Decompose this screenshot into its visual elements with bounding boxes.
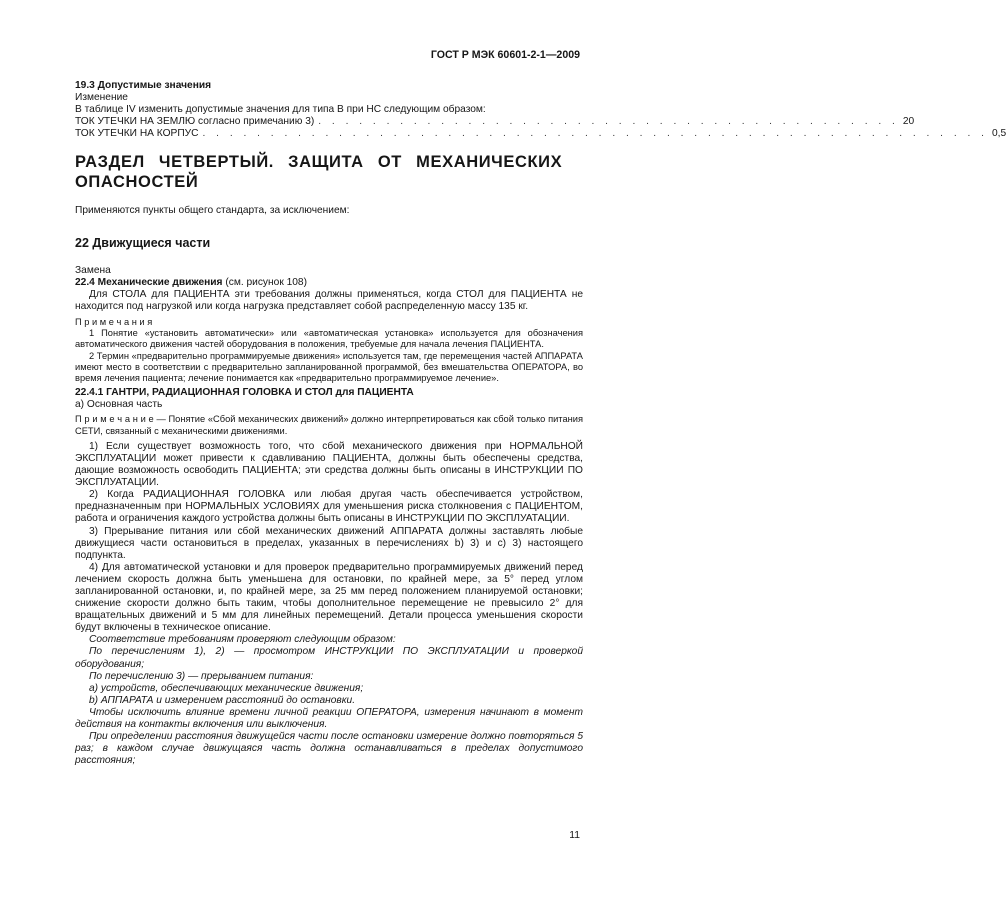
- clause-22-4-heading: [75, 277, 583, 289]
- check-4: При определении расстояния движущейся части после остановки измерение должно повторяться 5 раз; в каждом случае движущаяся часть должна останавливаться в пределах допустимого расстояния;: [75, 731, 583, 767]
- clause-19-3-change: Изменение: [75, 92, 128, 104]
- leakage-earth-value: 20: [902, 116, 915, 128]
- clause-22-4-paragraph: Для СТОЛА для ПАЦИЕНТА эти требования должны применяться, когда СТОЛ для ПАЦИЕНТА не находится под нагрузкой или когда нагрузка представляет собой распределенную массу 135 кг.: [75, 288, 583, 312]
- clause-22-title: 22 Движущиеся части: [75, 235, 211, 250]
- section-four-heading-line1: РАЗДЕЛ ЧЕТВЕРТЫЙ. ЗАЩИТА ОТ МЕХАНИЧЕСКИХ: [75, 153, 563, 172]
- item-3: 3) Прерывание питания или сбой механических движений АППАРАТА должны заставлять любые движущиеся части остановиться в пределах, указанных в перечислениях b) 3) и с) 3) настоящего подпункта.: [75, 525, 583, 561]
- clause-19-3-intro: В таблице IV изменить допустимые значения для типа В при НС следующим образом:: [75, 104, 486, 116]
- standard-header: ГОСТ Р МЭК 60601-2-1—2009: [430, 49, 580, 61]
- section-four-heading: [75, 152, 583, 192]
- check-2a: а) устройств, обеспечивающих механические движения;: [89, 682, 364, 694]
- clause-22-4-1-title: 22.4.1 ГАНТРИ, РАДИАЦИОННАЯ ГОЛОВКА И СТОЛ для ПАЦИЕНТА: [75, 387, 414, 399]
- clause-22-replace: Замена: [75, 264, 111, 276]
- note-2: 2 Термин «предварительно программируемые движения» используется там, где перемещения частей АППАРАТА имеют место в соответствии с предварительно запланированной программой, без вмешательства ОПЕРАТОРА, во время лечения пациента; лечение понимается как «предварительно программируемое лечение».: [75, 350, 583, 384]
- page-content: [75, 80, 1006, 767]
- leakage-enclosure-value: 0,5: [992, 128, 1006, 140]
- check-3: Чтобы исключить влияние времени личной реакции ОПЕРАТОРА, измерения начинают в момент действия на контакты включения или выключения.: [75, 706, 583, 730]
- note-1: 1 Понятие «установить автоматически» или «автоматическая установка» используется для обозначения автоматического движения частей оборудования в положения, требуемые для начала лечения ПАЦИЕНТА.: [75, 328, 583, 350]
- check-2: По перечислению 3) — прерыванием питания:: [89, 670, 314, 682]
- item-2: 2) Когда РАДИАЦИОННАЯ ГОЛОВКА или любая другая часть обеспечивается устройством, предназначенным при НОРМАЛЬНЫХ УСЛОВИЯХ для уменьшения риска столкновения с ПАЦИЕНТОМ, работа и ограничения каждого устройства должны быть описаны в ИНСТРУКЦИИ ПО ЭКСПЛУАТАЦИИ.: [75, 489, 583, 525]
- note-text: — Понятие «Сбой механических движений» должно интерпретироваться как сбой только питания СЕТИ, связанный с механическими движениями.: [75, 414, 583, 436]
- note-label: П р и м е ч а н и е: [75, 414, 154, 425]
- leakage-enclosure-label: ТОК УТЕЧКИ НА КОРПУС: [75, 128, 199, 140]
- basic-part-label: а) Основная часть: [75, 399, 163, 411]
- item-4: 4) Для автоматической установки и для проверок предварительно программируемых движений перед лечением скорость должна быть уменьшена для остановки, по крайней мере, за 5° перед углом запланированной остановки, и, по крайней мере, за 25 мм перед положением планируемой остановки; снижение скорости должно быть таким, чтобы дополнительное перемещение не превысило 2° для вращательных движений и 5 мм для линейных перемещений. Детали процесса уменьшения скорости будут включены в техническое описание.: [75, 561, 583, 634]
- leakage-earth-row: ТОК УТЕЧКИ НА ЗЕМЛЮ согласно примечанию 3) . . . . . . . . . . . . . . . . . . . . . . . . . . . . . . . . . . . . . . . . . . . 20: [75, 116, 915, 128]
- basic-part-note: [75, 414, 583, 436]
- clause-22-4-title: 22.4 Механические движения: [75, 276, 223, 288]
- leakage-earth-label: ТОК УТЕЧКИ НА ЗЕМЛЮ согласно примечанию 3): [75, 116, 315, 128]
- clause-22-4-ref: (см. рисунок 108): [222, 276, 307, 288]
- check-1: По перечислениям 1), 2) — просмотром ИНСТРУКЦИИ ПО ЭКСПЛУАТАЦИИ и проверкой оборудования;: [75, 646, 583, 670]
- item-1: 1) Если существует возможность того, что сбой механического движения при НОРМАЛЬНОЙ ЭКСПЛУАТАЦИИ может привести к сдавливанию ПАЦИЕНТА, должны быть обеспечены средства, дающие возможность освободить ПАЦИЕНТА; эти средства должны быть описаны в ИНСТРУКЦИИ ПО ЭКСПЛУАТАЦИИ.: [75, 440, 583, 489]
- check-intro: Соответствие требованиям проверяют следующим образом:: [89, 634, 396, 646]
- notes-label: П р и м е ч а н и я: [75, 317, 153, 328]
- check-2b: b) АППАРАТА и измерением расстояний до остановки.: [89, 694, 356, 706]
- section-four-applies: Применяются пункты общего стандарта, за исключением:: [75, 205, 350, 217]
- clause-19-3-title: 19.3 Допустимые значения: [75, 80, 212, 91]
- page-number: 11: [569, 830, 580, 841]
- leakage-enclosure-row: ТОК УТЕЧКИ НА КОРПУС . . . . . . . . . . . . . . . . . . . . . . . . . . . . . . . . . . . . . . . . . . . . . . . . . . . . . . . . . . 0,5: [75, 128, 1006, 140]
- section-four-heading-line2: ОПАСНОСТЕЙ: [75, 173, 199, 192]
